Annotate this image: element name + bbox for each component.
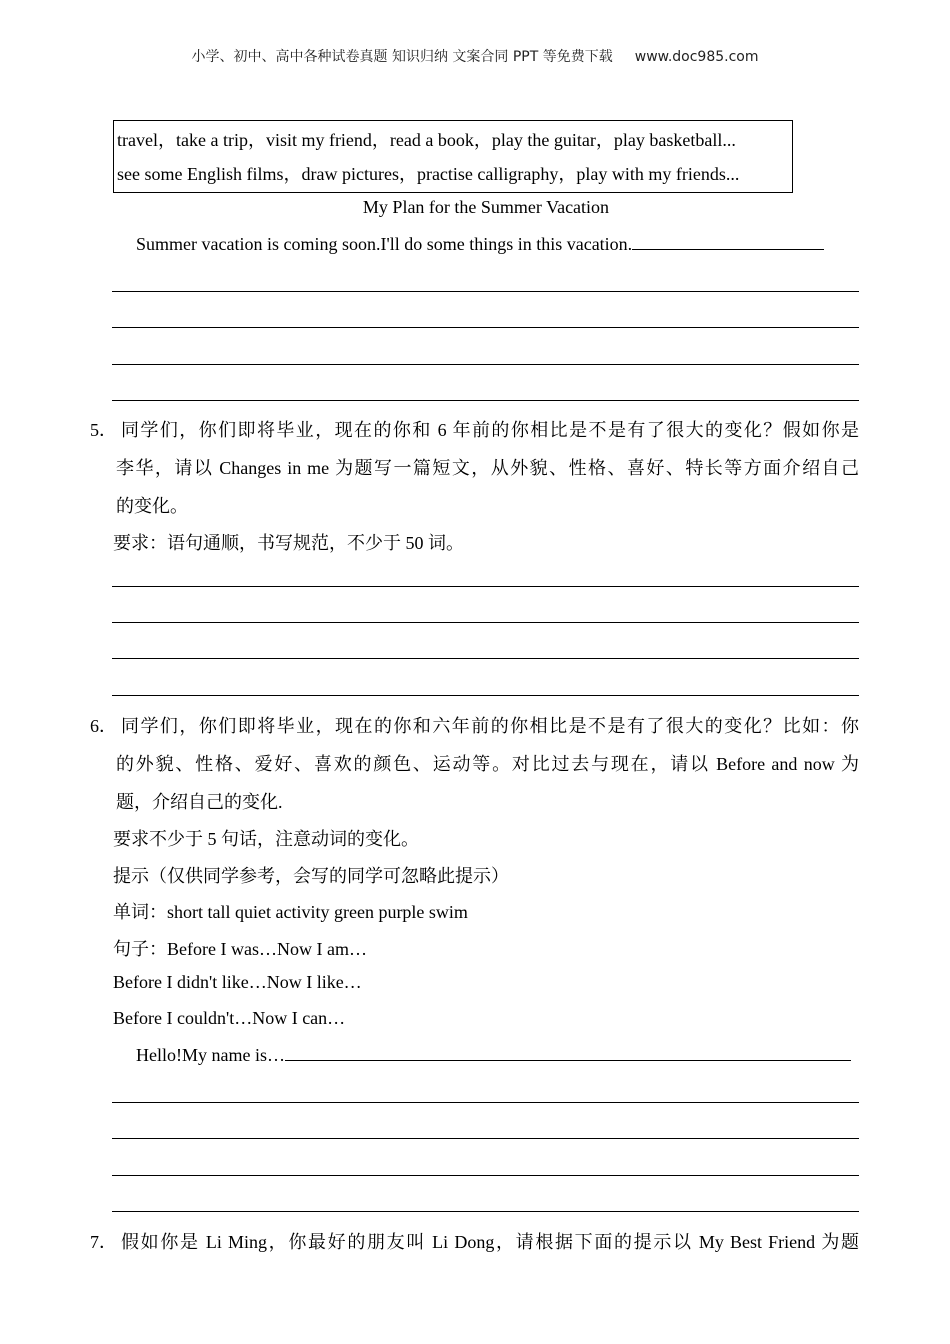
q6-hint: 提示（仅供同学参考，会写的同学可忽略此提示） — [113, 866, 509, 886]
answer-line[interactable] — [112, 622, 859, 623]
q7-line-1: 假如你是 Li Ming，你最好的朋友叫 Li Dong，请根据下面的提示以 My Best Friend 为题 — [121, 1232, 859, 1252]
q6-sentence-1: 句子：Before I was…Now I am… — [113, 939, 367, 959]
answer-line[interactable] — [112, 1175, 859, 1176]
page-header — [0, 46, 950, 66]
q6-sentence-2: Before I didn't like…Now I like… — [113, 972, 362, 992]
answer-line[interactable] — [112, 695, 859, 696]
header-site-link[interactable]: www.doc985.com — [634, 49, 759, 65]
q7-number: 7． — [90, 1232, 117, 1252]
answer-line[interactable] — [112, 291, 859, 292]
q6-requirement: 要求不少于 5 句话，注意动词的变化。 — [113, 829, 419, 849]
answer-line[interactable] — [112, 327, 859, 328]
q6-line-1: 同学们，你们即将毕业，现在的你和六年前的你相比是不是有了很大的变化？比如：你 — [121, 716, 859, 736]
word-hint-line-1: travel，take a trip，visit my friend，read a book，play the guitar，play basketball... — [117, 130, 736, 150]
plan-opening-text: Summer vacation is coming soon.I'll do some things in this vacation. — [136, 234, 633, 254]
answer-line[interactable] — [112, 586, 859, 587]
word-hint-line-2: see some English films，draw pictures，practise calligraphy，play with my friends... — [117, 164, 740, 184]
plan-title: My Plan for the Summer Vacation — [362, 197, 610, 217]
answer-line[interactable] — [112, 1211, 859, 1212]
q6-words: 单词：short tall quiet activity green purple swim — [113, 902, 468, 922]
q6-opening-text: Hello!My name is… — [136, 1045, 285, 1065]
q6-number: 6． — [90, 716, 117, 736]
q5-requirement: 要求：语句通顺，书写规范，不少于 50 词。 — [113, 533, 464, 553]
answer-line[interactable] — [112, 364, 859, 365]
plan-opening-line — [136, 234, 824, 255]
answer-blank[interactable] — [632, 248, 824, 250]
q6-line-3: 题，介绍自己的变化. — [116, 792, 283, 812]
q5-number: 5． — [90, 420, 117, 440]
q5-line-3: 的变化。 — [116, 496, 188, 516]
q5-line-2: 李华，请以 Changes in me 为题写一篇短文，从外貌、性格、喜好、特长等方面介绍自己 — [116, 458, 859, 478]
header-text: 小学、初中、高中各种试卷真题 知识归纳 文案合同 PPT 等免费下载 — [191, 49, 613, 65]
answer-line[interactable] — [112, 1102, 859, 1103]
answer-line[interactable] — [112, 658, 859, 659]
q6-opening-line — [136, 1045, 851, 1066]
answer-line[interactable] — [112, 400, 859, 401]
q6-line-2: 的外貌、性格、爱好、喜欢的颜色、运动等。对比过去与现在，请以 Before and now 为 — [116, 754, 859, 774]
answer-line[interactable] — [112, 1138, 859, 1139]
q6-sentence-3: Before I couldn't…Now I can… — [113, 1008, 346, 1028]
q5-line-1: 同学们，你们即将毕业，现在的你和 6 年前的你相比是不是有了很大的变化？假如你是 — [121, 420, 859, 440]
answer-blank[interactable] — [285, 1059, 851, 1061]
word-hint-box — [113, 120, 793, 193]
